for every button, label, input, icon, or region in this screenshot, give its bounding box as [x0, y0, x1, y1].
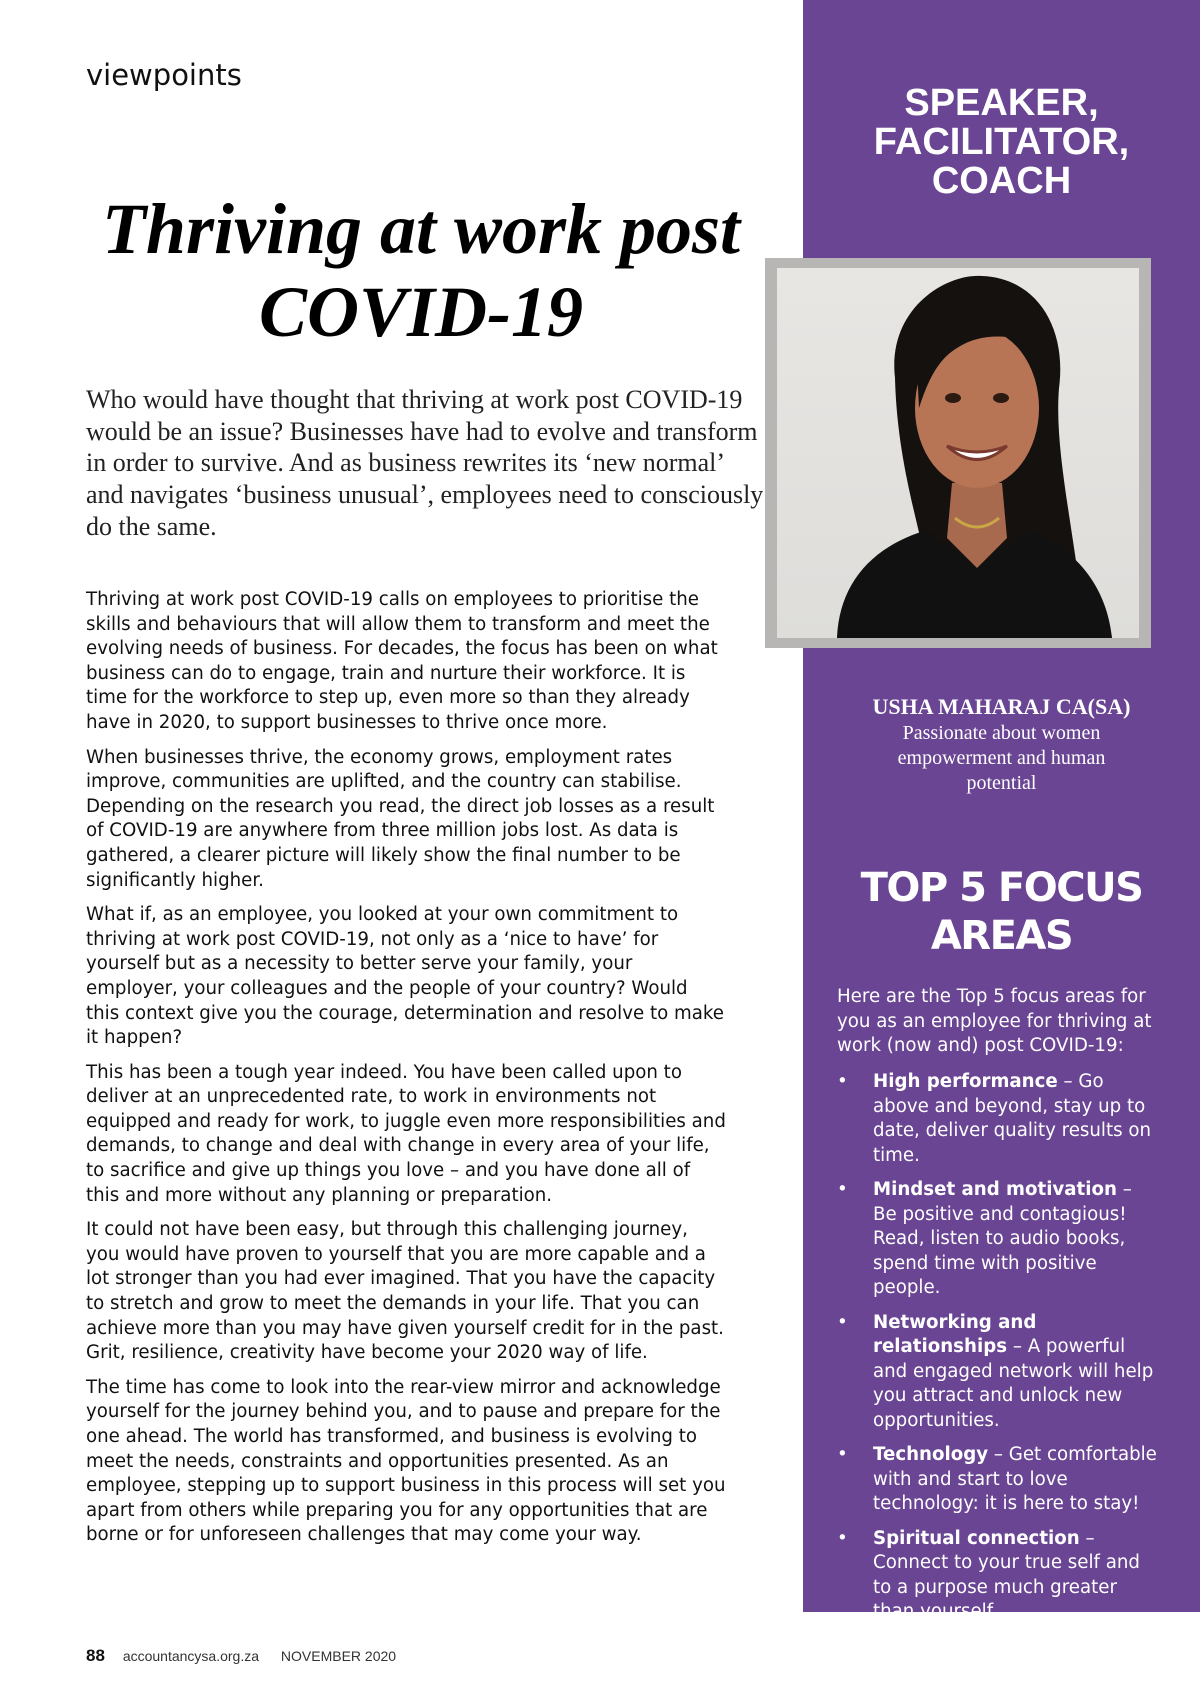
portrait-illustration [777, 268, 1139, 638]
body-paragraph: What if, as an employee, you looked at your own commitment to thriving at work post COVID-19, not only as a ‘nice to have’ for yourself but as a necessity to better serve your family, your employer, your colleagues and the people of your country? Would this context give you the courage, determination and resolve to make it happen? [86, 904, 724, 1049]
focus-item-desc: – Get comfortable with and start to love technology: it is here to stay! [873, 1444, 1157, 1514]
sidebar-heading [803, 84, 1200, 201]
article-intro: Who would have thought that thriving at work post COVID-19 would be an issue? Businesses have had to evolve and transform in order to survive. And as business rewrites its ‘new normal’ and navigates ‘business unusual’, employees need to consciously do the same. [86, 385, 764, 541]
focus-item [837, 1178, 1157, 1301]
focus-item-term: Mindset and motivation [873, 1179, 1117, 1200]
bullet-icon: • [837, 1179, 848, 1200]
focus-item [837, 1311, 1157, 1434]
body-paragraph: Thriving at work post COVID-19 calls on employees to prioritise the skills and behaviours that will allow them to transform and meet the evolving needs of business. For decades, the focus has been on what business can do to engage, train and nurture their workforce. It is time for the workforce to step up, even more so than they already have in 2020, to support businesses to thrive once more. [86, 589, 718, 733]
bullet-icon: • [837, 1527, 848, 1549]
body-paragraph: This has been a tough year indeed. You have been called upon to deliver at an unprecedented rate, to work in environments not equipped and ready for work, to juggle even more responsibilities and demands, to change and deal with change in every area of your life, to sacrifice and give up things you love – and you have done all of this and more without any planning or preparation. [86, 1061, 726, 1206]
portrait-frame [765, 258, 1151, 648]
focus-item-desc: – Connect to your true self and to a purpose much greater than yourself. [873, 1527, 1140, 1622]
focus-item-desc: – Be positive and contagious! Read, listen to audio books, spend time with positive people. [873, 1179, 1132, 1298]
page-number: 88 [86, 1646, 105, 1665]
portrait-photo [777, 268, 1139, 638]
sidebar-heading-line: COACH [931, 160, 1072, 202]
focus-heading-line: TOP 5 FOCUS [860, 865, 1143, 911]
body-paragraph: It could not have been easy, but through this challenging journey, you would have proven to yourself that you are more capable and a lot stronger than you had ever imagined. That you have the capacity to stretch and grow to meet the demands in your life. That you can achieve more than you may have given yourself credit for in the past. Grit, resilience, creativity have become your 2020 way of life. [86, 1219, 724, 1364]
focus-item-term: Technology [873, 1444, 989, 1465]
bullet-icon: • [837, 1311, 848, 1333]
focus-list [837, 1070, 1157, 1635]
sidebar-heading-line: SPEAKER, [904, 82, 1099, 124]
section-label: viewpoints [86, 58, 242, 92]
focus-item-term: Spiritual connection [873, 1527, 1080, 1549]
focus-intro: Here are the Top 5 focus areas for you as an employee for thriving at work (now and) post COVID-19: [837, 986, 1152, 1056]
focus-item-term: Networking and relationships [873, 1311, 1037, 1357]
article-title: Thriving at work post COVID-19 [101, 189, 741, 352]
person-tagline: Passionate about women empowerment and human potential [897, 722, 1106, 794]
focus-item [837, 1443, 1157, 1517]
focus-item-desc: – A powerful and engaged network will help you attract and unlock new opportunities. [873, 1336, 1154, 1431]
bullet-icon: • [837, 1071, 848, 1092]
focus-item [837, 1070, 1157, 1168]
bullet-icon: • [837, 1444, 848, 1465]
website-link[interactable]: accountancysa.org.za [122, 1648, 260, 1664]
article-body [86, 588, 726, 1558]
body-paragraph: The time has come to look into the rear-view mirror and acknowledge yourself for the journey behind you, and to pause and prepare for the one ahead. The world has transformed, and business is evolving to meet the needs, constraints and opportunities presented. As an employee, stepping up to support business in this process will set you apart from others while preparing you for any opportunities that are borne or for unforeseen challenges that may come your way. [86, 1376, 726, 1546]
focus-heading [803, 864, 1200, 960]
body-paragraph: When businesses thrive, the economy grows, employment rates improve, communities are uplifted, and the country can stabilise. Depending on the research you read, the direct job losses as a result of COVID-19 are anywhere from three million jobs lost. As data is gathered, a clearer picture will likely show the final number to be significantly higher. [86, 746, 715, 891]
page-footer [86, 1646, 396, 1666]
focus-item-term: High performance [873, 1071, 1058, 1092]
sidebar-heading-line: FACILITATOR, [873, 121, 1130, 163]
focus-item-desc: – Go above and beyond, stay up to date, deliver quality results on time. [873, 1071, 1151, 1166]
focus-item [837, 1527, 1157, 1625]
focus-heading-line: AREAS [930, 913, 1073, 959]
issue-date: NOVEMBER 2020 [280, 1648, 397, 1664]
person-name: USHA MAHARAJ CA(SA) [872, 694, 1131, 719]
